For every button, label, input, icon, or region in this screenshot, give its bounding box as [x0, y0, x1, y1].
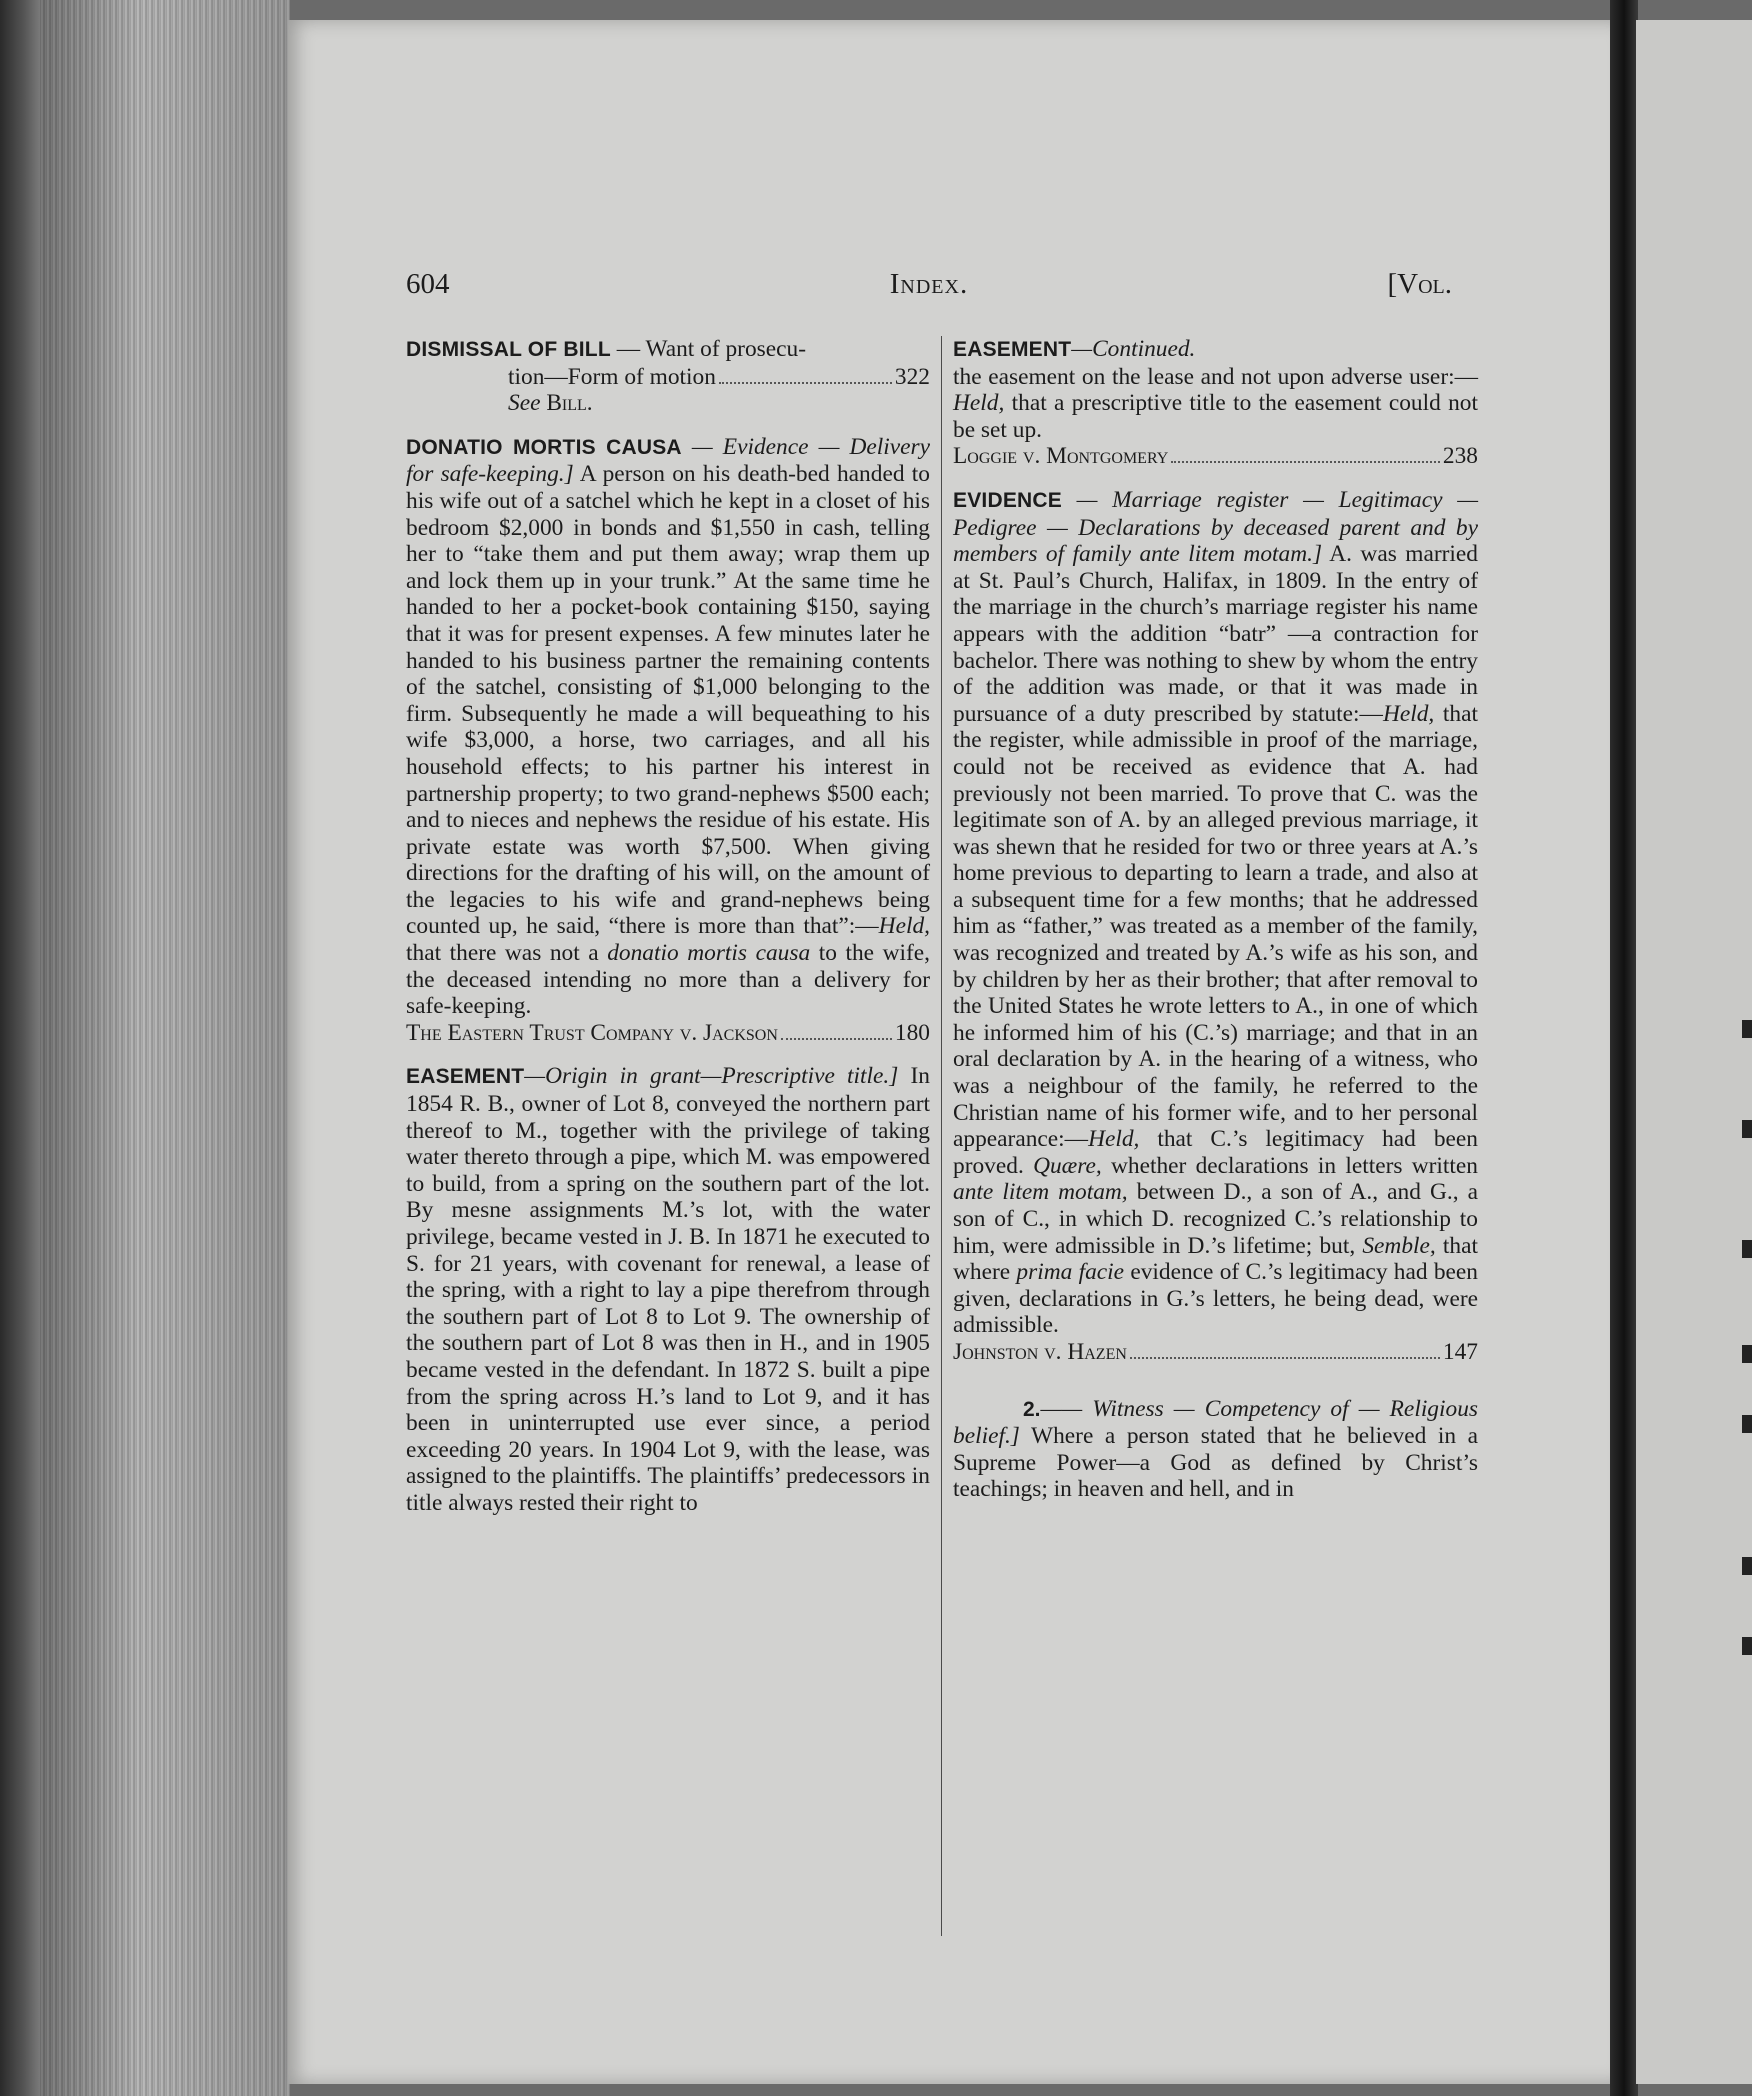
adjacent-page-mark — [1742, 1345, 1752, 1363]
entry-headword: DONATIO MORTIS CAUSA — [406, 435, 682, 459]
held-label: Held, — [1088, 1126, 1140, 1153]
entry-text: In 1854 R. B., owner of Lot 8, conveyed the northern part thereof to M., together with the privilege of taking water thereto through a pipe, which M. was empowered to build, from a spring on the southern part of the lot. By mesne assignments M.’s lot, with the water privilege, became vested in J. B. In 1871 he executed to S. for 21 years, with covenant for renewal, a lease of the spring, with a right to lay a pipe therefrom through the southern part of Lot 8 to Lot 9. The ownership of the southern part of Lot 8 was then in H., and in 1905 became vested in the defendant. In 1872 S. built a pipe from the spring across H.’s land to Lot 9, and it has been in uninterrupted use ever since, a period exceeding 20 years. In 1904 Lot 9, with the lease, was assigned to the plaintiffs. The plaintiffs’ predecessors in title always rested their right to — [406, 1063, 930, 1516]
page-reference: 322 — [894, 363, 930, 390]
held-label: Held, — [1382, 700, 1435, 727]
entry-text: tion—Form of motion — [508, 363, 716, 390]
page-title: Index. — [889, 268, 969, 300]
index-entry-witness — [953, 1396, 1478, 1503]
entry-text: A person on his death-bed handed to his wife out of a satchel which he kept in a closet of his bedroom $2,000 in bonds and $1,550 in cash, telling her to “take them and put them away; wrap them up and lock them up in your trunk.” At the same time he handed to her a pocket-book containing $150, saying that it was for present expenses. A few minutes later he handed to his business partner the remaining contents of the satchel, consisting of $1,000 belonging to the firm. Subsequently he made a will bequeathing to his wife $3,000, a horse, two carriages, and all his household effects; to his partner his interest in partnership property; to two grand-nephews $500 each; and to nieces and nephews the residue of his estate. His private estate was worth $7,500. When giving directions for the drafting of his will, on the amount of the legacies to his wife and grand-nephews being counted up, he said, “there is more than that”:— — [406, 461, 931, 940]
case-name: Johnston v. Hazen — [953, 1338, 1127, 1365]
index-entry-easement-continued — [953, 336, 1478, 470]
page-number: 604 — [406, 268, 450, 300]
left-column — [406, 336, 930, 1534]
index-entry-easement — [406, 1063, 930, 1516]
entry-text: that the register, while admissible in proof of the marriage, could not be received as evidence that A. had previously not been married. To prove that C. was the legitimate son of A. by an alleged previous marriage, it was shewn that he resided for two or three years at A.’s home previous to departing to learn a trade, and also at a subsequent time for a few months; that he addressed him as “father,” was treated as a member of the family, was recognized and treated by A.’s wife as his son, and by children by her as their brother; that after removal to the United States he wrote letters to A., in one of which he informed him of his (C.’s) marriage; and that in an oral declaration by A. in the hearing of a witness, who was a neighbour of the family, he referred to the Christian name of his former wife, and to her personal appearance:— — [953, 700, 1478, 1153]
dot-leader — [1130, 1357, 1440, 1359]
gutter-shadow — [1610, 0, 1638, 2096]
entry-text: that C.’s legitimacy had been proved. — [953, 1126, 1478, 1179]
case-name: The Eastern Trust Company v. Jackson — [406, 1019, 778, 1046]
entry-text: A. was married at St. Paul’s Church, Halifax, in 1809. In the entry of the marriage in the church’s marriage register his name appears with the addition “batr” —a contraction for bachelor. There was nothing to shew by whom the entry of the addition was made, or that it was made in pursuance of a duty prescribed by statute:— — [953, 541, 1478, 727]
column-divider — [941, 336, 942, 1936]
entry-subtitle: —— Witness — Competency of — Religious belief.] — [953, 1395, 1478, 1450]
continued-label: —Continued. — [1071, 336, 1196, 362]
adjacent-page-mark — [1742, 1637, 1752, 1655]
entry-text: — Want of prosecu- — [610, 336, 807, 362]
entry-subtitle: — Marriage register — Legitimacy — Pedigree — Declarations by deceased parent and by members of family ante litem motam.] — [953, 486, 1478, 568]
volume-label: [Vol. — [1387, 268, 1452, 300]
latin-term: donatio mortis causa — [607, 940, 811, 967]
entry-text: whether declarations in letters written — [1101, 1152, 1478, 1179]
entry-text: that where — [953, 1232, 1478, 1286]
adjacent-page-mark — [1742, 1240, 1752, 1258]
semble-label: Semble, — [1362, 1232, 1436, 1259]
entry-text: to the wife, the deceased intending no more than a delivery for safe-keeping. — [406, 940, 930, 1020]
adjacent-page — [1636, 20, 1752, 2084]
case-name: Loggie v. Montgomery — [953, 443, 1169, 470]
adjacent-page-mark — [1742, 1120, 1752, 1138]
page-reference: 238 — [1442, 443, 1478, 470]
latin-term: prima facie — [1016, 1259, 1125, 1286]
page-reference: 180 — [894, 1019, 930, 1046]
page-reference: 147 — [1442, 1338, 1478, 1365]
dot-leader — [781, 1038, 892, 1040]
adjacent-page-mark — [1742, 1415, 1752, 1433]
entry-text: the easement on the lease and not upon adverse user:— — [953, 363, 1478, 390]
right-column — [953, 336, 1478, 1520]
held-label: Held, — [878, 913, 930, 940]
entry-text: that there was not a — [406, 940, 608, 967]
latin-term: ante litem motam, — [953, 1179, 1128, 1206]
dot-leader — [1171, 461, 1440, 463]
entry-headword: EASEMENT — [406, 1065, 525, 1089]
page-edges — [40, 0, 290, 2096]
entry-headword: DISMISSAL OF BILL — [406, 338, 611, 361]
entry-headword: EASEMENT — [953, 338, 1072, 361]
held-label: Held, — [953, 390, 1005, 417]
cross-reference: Bill. — [546, 390, 593, 417]
entry-subtitle: — Evidence — Delivery for safe-keeping.] — [406, 433, 930, 488]
dot-leader — [719, 382, 892, 384]
index-entry-dismissal — [406, 336, 930, 417]
entry-text: Where a person stated that he believed in a Supreme Power—a God as defined by Christ’s teachings; in heaven and hell, and in — [953, 1423, 1478, 1503]
entry-text: evidence of C.’s legitimacy had been given, declarations in G.’s letters, he being dead, were admissible. — [953, 1259, 1478, 1339]
adjacent-page-mark — [1742, 1557, 1752, 1575]
index-entry-evidence — [953, 487, 1478, 1366]
index-entry-donatio — [406, 434, 930, 1047]
entry-text: between D., a son of A., and G., a son of C., in which D. recognized C.’s relationship to him, were admissible in D.’s lifetime; but, — [953, 1179, 1478, 1259]
quaere-label: Quære, — [1033, 1152, 1102, 1179]
subentry-number: 2. — [1023, 1397, 1041, 1421]
entry-text: that a prescriptive title to the easement could not be set up. — [953, 390, 1478, 443]
book-spine — [0, 0, 40, 2096]
entry-headword: EVIDENCE — [953, 488, 1062, 512]
running-header — [406, 268, 1452, 312]
entry-subtitle: —Origin in grant—Prescriptive title.] — [524, 1063, 899, 1090]
adjacent-page-mark — [1742, 1020, 1752, 1038]
see-prefix: See — [508, 390, 541, 417]
